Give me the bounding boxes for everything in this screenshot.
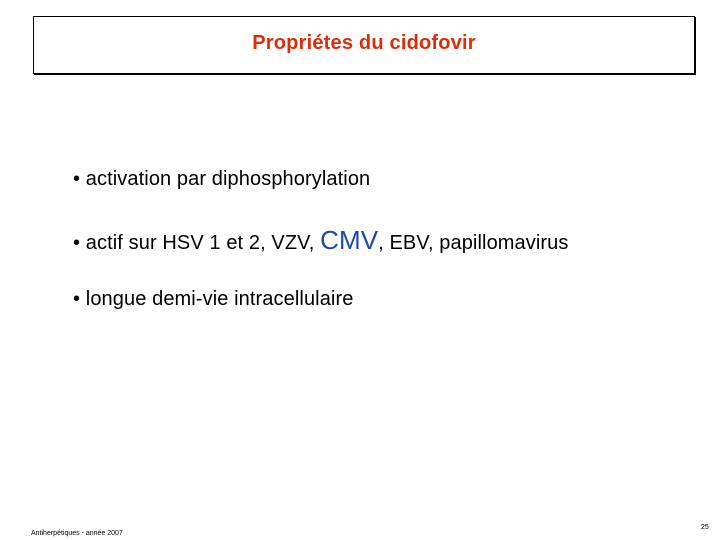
bullet-marker: • [73, 288, 81, 310]
bullet-item [73, 225, 569, 256]
highlight-cmv: CMV [320, 225, 379, 255]
footer-text: Antiherpétiques - année 2007 [31, 530, 123, 537]
bullet-text: longue demi-vie intracellulaire [85, 288, 354, 310]
bullet-marker: • [73, 168, 81, 190]
bullet-marker: • [73, 232, 81, 254]
title-box [33, 16, 695, 74]
bullet-text-after: , EBV, papillomavirus [378, 232, 569, 254]
bullet-item [73, 288, 353, 311]
bullet-item [73, 168, 370, 191]
slide-title: Propriétes du cidofovir [252, 32, 476, 54]
page-number: 25 [701, 524, 709, 531]
bullet-text: activation par diphosphorylation [85, 168, 371, 190]
bullet-text-before: actif sur HSV 1 et 2, VZV, [85, 232, 321, 254]
